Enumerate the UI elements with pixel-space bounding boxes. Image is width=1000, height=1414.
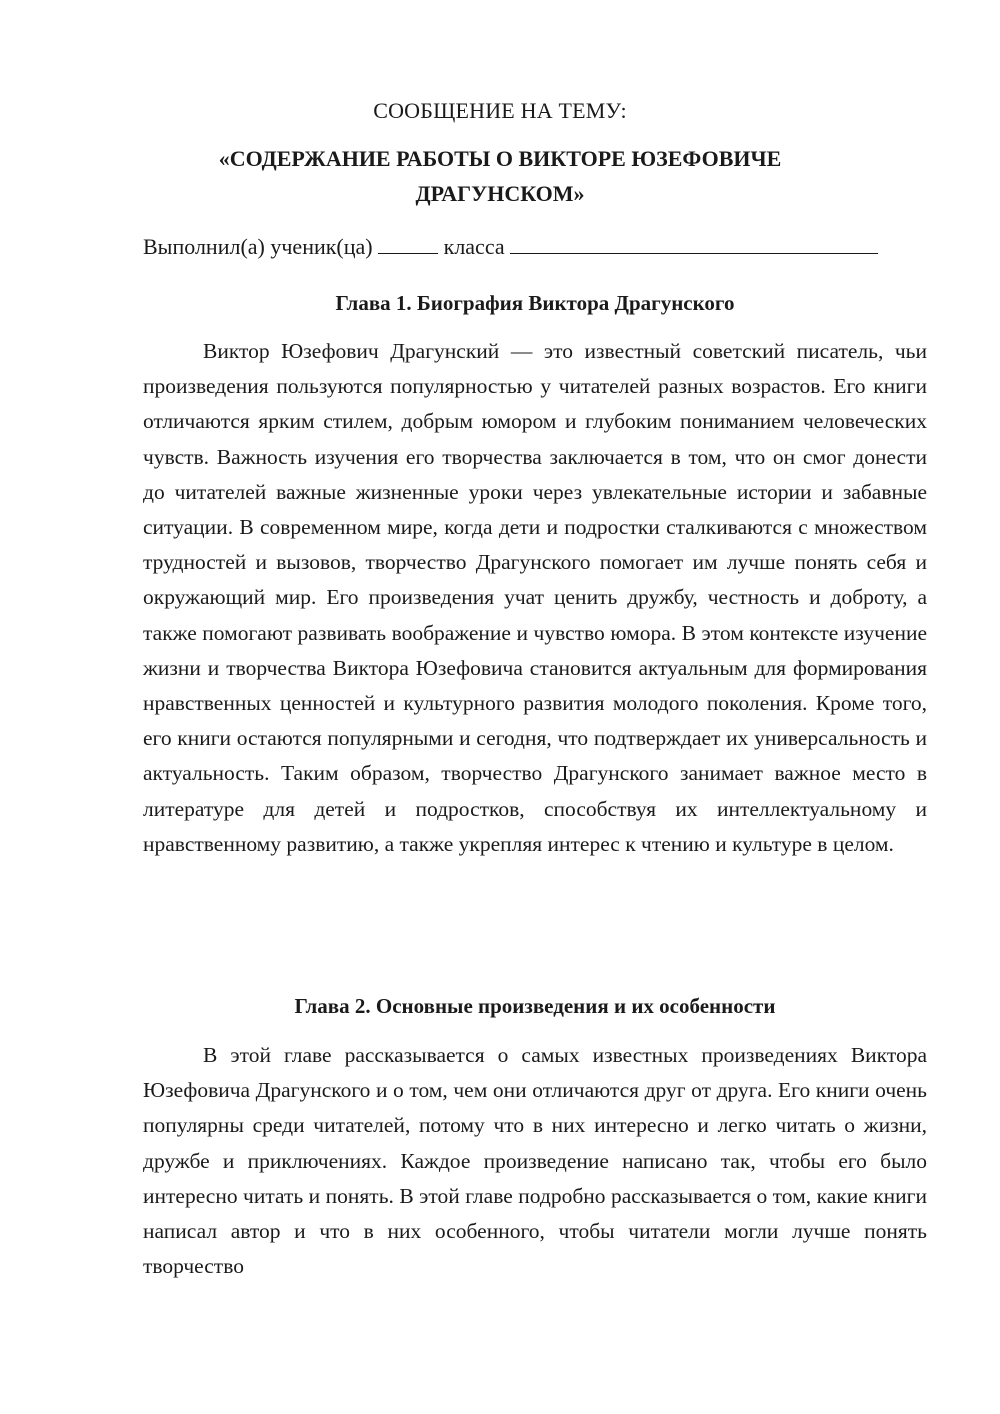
document-title: «СОДЕРЖАНИЕ РАБОТЫ О ВИКТОРЕ ЮЗЕФОВИЧЕ ДРАГУНСКОМ»: [218, 146, 782, 206]
performer-line: [143, 232, 943, 262]
document-caption: СООБЩЕНИЕ НА ТЕМУ:: [373, 98, 627, 123]
performer-prefix: Выполнил(а) ученик(ца): [143, 234, 373, 259]
chapter-paragraph: Виктор Юзефович Драгунский — это известный советский писатель, чьи произведения пользуются популярностью у читателей разных возрастов. Его книги отличаются ярким стилем, добрым юмором и глубоким пониманием человеческих чувств. Важность изучения его творчества заключается в том, что он смог донести до читателей важные жизненные уроки через увлекательные истории и забавные ситуации. В современном мире, когда дети и подростки сталкиваются с множеством трудностей и вызовов, творчество Драгунского помогает им лучше понять себя и окружающий мир. Его произведения учат ценить дружбу, честность и доброту, а также помогают развивать воображение и чувство юмора. В этом контексте изучение жизни и творчества Виктора Юзефовича становится актуальным для формирования нравственных ценностей и культурного развития молодого поколения. Кроме того, его книги остаются популярными и сегодня, что подтверждает их универсальность и актуальность. Таким образом, творчество Драгунского занимает важное место в литературе для детей и подростков, способствуя их интеллектуальному и нравственному развитию, а также укрепляя интерес к чтению и культуре в целом.: [143, 339, 927, 856]
performer-name-blank[interactable]: [510, 233, 878, 254]
class-number-blank[interactable]: [378, 233, 438, 254]
performer-class-label: класса: [443, 234, 505, 259]
chapter-heading: Глава 1. Биография Виктора Драгунского: [335, 291, 735, 315]
chapter-heading: Глава 2. Основные произведения и их особенности: [294, 994, 776, 1018]
chapter-paragraph: В этой главе рассказывается о самых известных произведениях Виктора Юзефовича Драгунского и о том, чем они отличаются друг от друга. Его книги очень популярны среди читателей, потому что в них интересно и легко читать о жизни, дружбе и приключениях. Каждое произведение написано так, чтобы его было интересно читать и понять. В этой главе подробно рассказывается о том, какие книги написал автор и что в них особенного, чтобы читатели могли лучше понять творчество: [143, 1043, 927, 1279]
